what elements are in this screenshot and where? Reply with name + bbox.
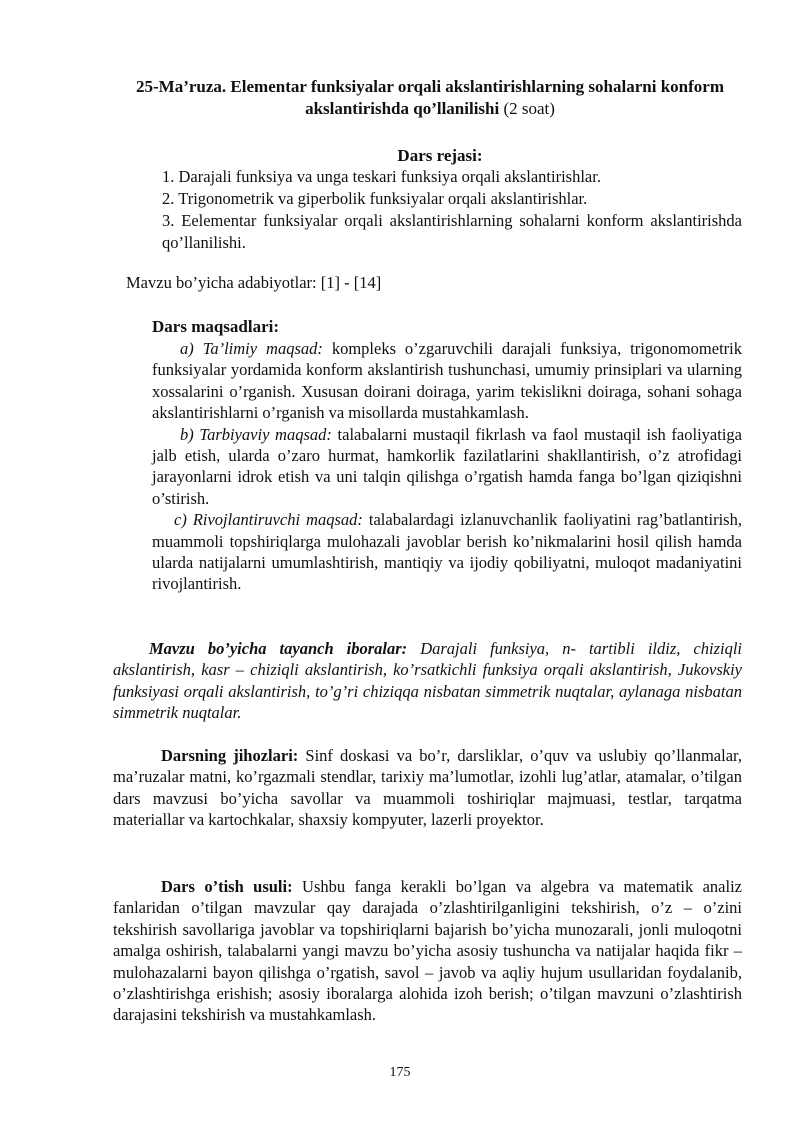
method-label: Dars o’tish usuli: — [161, 877, 293, 896]
aims-section — [152, 316, 742, 595]
keywords-paragraph — [113, 638, 742, 724]
keywords-text: Darajali funksiya, n- tartibli ildiz, chiziqli akslantirish, kasr – chiziqli akslantirish, ko’rsatkichli funksiya orqali akslantirish, Jukovskiy funksiyasi orqali akslantirish, to’g’ri chiziqqa nisbatan simmetrik nuqtalar, aylanaga nisbatan simmetrik nuqtalar. — [113, 639, 742, 723]
plan-item-2: 2. Trigonometrik va giperbolik funksiyalar orqali akslantirishlar. — [162, 189, 588, 208]
lecture-title-main: 25-Ma’ruza. Elementar funksiyalar orqali akslantirishlarning sohalarni konform akslantirishda qo’llanilishi — [136, 77, 724, 118]
aim-educational-text: kompleks o’zgaruvchili darajali funksiya, trigonomometrik funksiyalar yordamida konform akslantirish tushunchasi, umumiy prinsiplari va ularning xossalarini o’rganish. Xususan doirani doiraga, yarim tekislikni doiraga, sohani sohaga akslantirishlarni o’rganish va misollarda mustahkamlash. — [152, 339, 742, 423]
method-paragraph — [113, 876, 742, 1026]
page-number: 175 — [389, 1065, 411, 1080]
equipment-label: Darsning jihozlari: — [161, 746, 299, 765]
lecture-title — [110, 76, 750, 120]
plan-list — [162, 166, 742, 254]
equipment-paragraph — [113, 745, 742, 831]
aim-upbringing-text: talabalarni mustaqil fikrlash va faol mustaqil ish faoliyatiga jalb etish, ularda o’zaro hurmat, hamkorlik fazilatlarini shakllantirish, o’z atrofidagi jarayonlarni idrok etish va uni talqin qilishga o’rgatish hamda fanga bo’lgan qiziqishni o’stirish. — [152, 424, 742, 508]
aim-upbringing — [152, 424, 742, 510]
equipment-text: Sinf doskasi va bo’r, darsliklar, o’quv va uslubiy qo’llanmalar, ma’ruzalar matni, ko’rgazmali stendlar, tarixiy ma’lumotlar, izohli lug’atlar, atamalar, o’tilgan dars mavzusi bo’yicha savollar va muammoli toshiriqlar majmuasi, testlar, tarqatma materiallar va kartochkalar, shaxsiy kompyuter, lazerli proyektor. — [113, 746, 742, 830]
method-text: Ushbu fanga kerakli bo’lgan va algebra va matematik analiz fanlaridan o’tilgan mavzular qay darajada o’zlashtirilganligini tekshirish, o’z – o’zini tekshirish savollariga javoblar va topshiriqlarni bajarish bo’yicha munozarali, jonli muloqotni amalga oshirish, talabalarni yangi mavzu bo’yicha asosiy tushuncha va natijalar haqida fikr – mulohazalarni bayon qilishga o’rgatish, savol – javob va aqliy hujum usullaridan foydalanib, o’zlashtirishga erishish; asosiy iboralarga alohida izoh berish; o’tilgan mavzuni o’zlashtirish darajasini tekshirish va mustahkamlash. — [113, 877, 742, 1025]
aim-developmental-text: talabalardagi izlanuvchanlik faoliyatini rag’batlantirish, muammoli topshiriqlarga mulohazali javoblar berish ko’nikmalarini hosil qilish hamda ularda natijalarni umumlashtirish, mantiqiy va ijodiy qobiliyatni, muloqot madaniyatini rivojlantirish. — [152, 510, 742, 594]
aim-upbringing-label: b) Tarbiyaviy maqsad: — [180, 424, 332, 444]
plan-item-1: 1. Darajali funksiya va unga teskari funksiya orqali akslantirishlar. — [162, 167, 601, 186]
aim-developmental-label: c) Rivojlantiruvchi maqsad: — [174, 510, 363, 530]
aim-educational-label: a) Ta’limiy maqsad: — [180, 339, 323, 358]
keywords-label: Mavzu bo’yicha tayanch iboralar: — [149, 639, 408, 658]
plan-heading: Dars rejasi: — [397, 146, 483, 165]
lecture-title-duration: (2 soat) — [499, 99, 555, 118]
plan-item-3: 3. Eelementar funksiyalar orqali akslantirishlarning sohalarni konform akslantirishda qo’llanilishi. — [162, 211, 742, 252]
aim-educational — [152, 338, 742, 424]
aim-developmental — [152, 509, 742, 595]
aims-heading: Dars maqsadlari: — [152, 317, 280, 336]
literature-line: Mavzu bo’yicha adabiyotlar: [1] - [14] — [126, 273, 382, 292]
